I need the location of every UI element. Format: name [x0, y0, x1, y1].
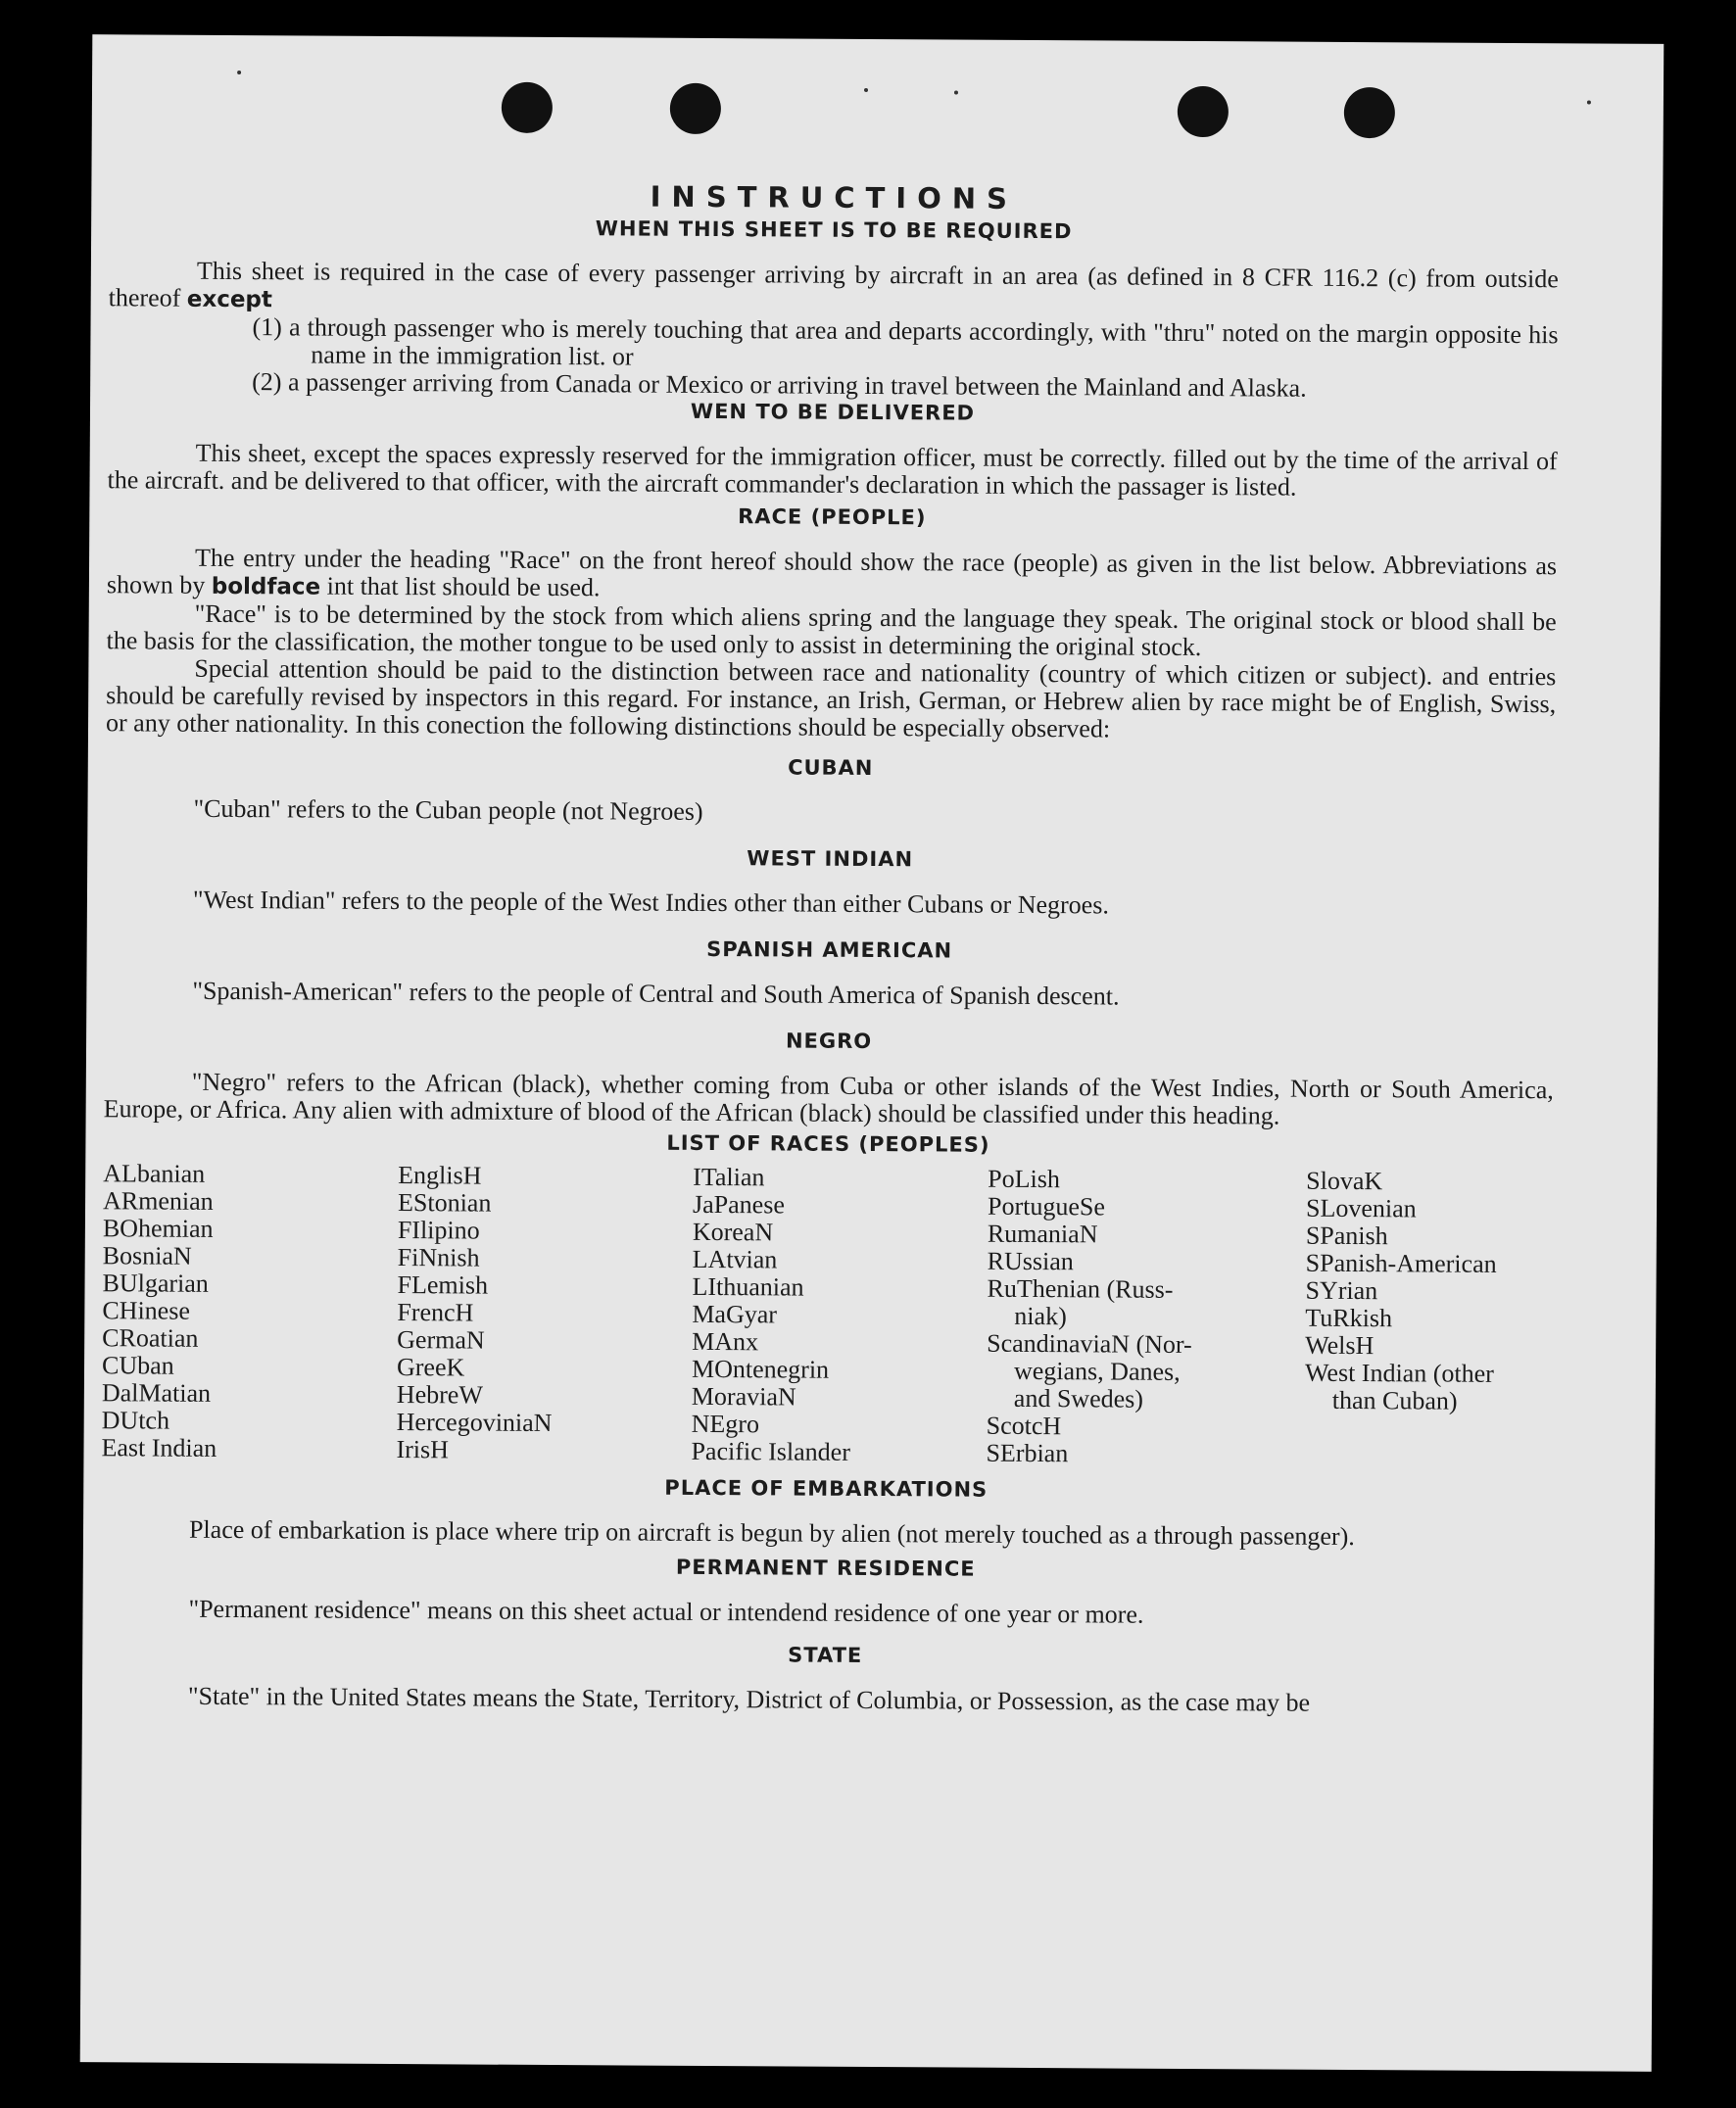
section-heading-cuban: CUBAN: [788, 755, 874, 781]
race-entry: RUssian: [987, 1246, 1074, 1276]
race-paragraph-2: "Race" is to be determined by the stock from which aliens spring and the language they speak. The original stock or blood shall be the basis for the classification, the mother tongue to be used only to assist in determining the original stock.: [106, 599, 1557, 662]
race-p1-text: The entry under the heading "Race" on the front hereof should show the race (people) as given in the list below. Abbreviations as shown by: [106, 543, 1558, 599]
race-entry: NEgro: [691, 1409, 760, 1439]
when-required-intro: [109, 257, 1559, 321]
race-entry: ITalian: [693, 1162, 765, 1192]
race-entry: ARmenian: [102, 1186, 214, 1216]
punch-hole: [1344, 87, 1395, 138]
race-entry: HercegoviniaN: [396, 1408, 553, 1438]
race-entry: MAnx: [692, 1326, 759, 1357]
race-entry: GreeK: [396, 1353, 465, 1382]
race-entry: CRoatian: [102, 1323, 199, 1353]
race-entry: DalMatian: [101, 1378, 212, 1408]
race-entry: FLemish: [397, 1270, 489, 1300]
race-entry: PoLish: [988, 1164, 1060, 1194]
delivered-text: This sheet, except the spaces expressly reserved for the immigration officer, must be correctly. filled out by the time of the arrival of the aircraft. and be delivered to that officer, with the aircraft commander's declaration in which the passager is listed.: [107, 438, 1558, 502]
race-entry: MaGyar: [692, 1299, 778, 1329]
intro-bold-text: except: [186, 286, 273, 313]
races-column: [101, 1160, 398, 1463]
document-title: INSTRUCTIONS: [650, 179, 1019, 216]
punch-hole: [502, 82, 553, 133]
race-entry: KoreaN: [692, 1217, 774, 1247]
section-heading-west-indian: WEST INDIAN: [747, 846, 914, 872]
race-entry: BosniaN: [102, 1241, 192, 1270]
exception-item-2: (2) a passenger arriving from Canada or Mexico or arriving in travel between the Mainland and Alaska.: [252, 367, 1307, 403]
west-indian-text: "West Indian" refers to the people of the West Indies other than either Cubans or Negroes.: [192, 885, 1109, 920]
section-heading-spanish-american: SPANISH AMERICAN: [706, 936, 953, 963]
race-entry: HebreW: [396, 1380, 484, 1410]
document-page: [80, 34, 1664, 2072]
race-entry: West Indian (other: [1304, 1358, 1494, 1388]
race-entry: RuThenian (Russ-: [987, 1273, 1174, 1304]
race-entry: SlovaK: [1306, 1166, 1383, 1196]
section-heading-negro: NEGRO: [785, 1029, 873, 1054]
race-entry: PortugueSe: [987, 1191, 1106, 1222]
race-entry: CUban: [101, 1351, 174, 1380]
section-heading-embarkation: PLACE OF EMBARKATIONS: [664, 1475, 989, 1502]
embarkation-text: Place of embarkation is place where trip on aircraft is begun by alien (not merely touched as a through passenger).: [188, 1514, 1355, 1552]
cuban-text: "Cuban" refers to the Cuban people (not Negroes): [193, 793, 703, 826]
intro-text: This sheet is required in the case of every passenger arriving by aircraft in an area (as defined in 8 CFR 116.2 (c) from outside thereof: [108, 256, 1559, 312]
race-entry: FIlipino: [397, 1216, 480, 1245]
race-paragraph-1: [107, 544, 1557, 608]
spanish-american-text: "Spanish-American" refers to the people of Central and South America of Spanish descent.: [192, 976, 1120, 1011]
section-heading-state: STATE: [788, 1643, 863, 1667]
race-entry: SLovenian: [1305, 1193, 1417, 1223]
section-heading-delivered: WEN TO BE DELIVERED: [690, 399, 976, 425]
state-text: "State" in the United States means the State, Territory, District of Columbia, or Possession, as the case may be: [187, 1681, 1311, 1717]
race-entry: SErbian: [986, 1438, 1069, 1468]
race-entry: SPanish: [1305, 1221, 1388, 1251]
races-column: [691, 1164, 988, 1467]
race-entry: and Swedes): [1013, 1383, 1144, 1413]
section-heading-residence: PERMANENT RESIDENCE: [675, 1555, 976, 1581]
paper-speck: [864, 88, 868, 92]
document-body: [100, 179, 1560, 1718]
race-entry: Pacific Islander: [691, 1436, 851, 1466]
races-column: [986, 1166, 1306, 1469]
race-entry: ALbanian: [103, 1159, 206, 1188]
punch-hole: [1178, 86, 1229, 137]
negro-text: "Negro" refers to the African (black), whether coming from Cuba or other islands of the West Indies, North or South America, Europe, or Africa. Any alien with admixture of blood of the African (black) should be classified under this heading.: [103, 1067, 1554, 1130]
race-entry: EStonian: [397, 1188, 492, 1218]
races-column: [396, 1162, 693, 1465]
race-entry: BUlgarian: [102, 1269, 209, 1298]
race-entry: FiNnish: [397, 1243, 480, 1272]
section-heading-race: RACE (PEOPLE): [738, 504, 927, 530]
race-entry: wegians, Danes,: [1013, 1356, 1181, 1386]
race-entry: FrencH: [397, 1298, 474, 1327]
exception-item-1: (1) a through passenger who is merely touching that area and departs accordingly, with "thru" noted on the margin opposite his name in the immigration list. or: [252, 312, 1559, 371]
race-entry: MoraviaN: [691, 1381, 796, 1412]
paper-speck: [954, 90, 958, 94]
race-entry: BOhemian: [102, 1214, 214, 1243]
race-p1-bold-text: boldface: [211, 573, 321, 600]
race-entry: JaPanese: [692, 1189, 785, 1220]
section-heading-list-of-races: LIST OF RACES (PEOPLES): [666, 1130, 990, 1157]
paper-speck: [1587, 100, 1591, 104]
punch-hole: [670, 83, 721, 134]
race-entry: EnglisH: [398, 1161, 482, 1190]
race-entry: MOntenegrin: [691, 1354, 830, 1384]
races-list: [101, 1160, 1553, 1470]
race-entry: than Cuban): [1331, 1385, 1458, 1415]
section-heading-when-required: WHEN THIS SHEET IS TO BE REQUIRED: [595, 216, 1073, 244]
race-entry: SYrian: [1305, 1275, 1378, 1306]
race-entry: LIthuanian: [692, 1271, 804, 1302]
race-entry: ScandinaviaN (Nor-: [987, 1328, 1192, 1360]
race-paragraph-3: Special attention should be paid to the distinction between race and nationality (country of which citizen or subject). and entries should be carefully revised by inspectors in this regard. For instance, an Irish, German, or Hebrew alien by race might be of English, Swiss, or any other nationality. In this conection the following distinctions should be especially observed:: [105, 653, 1557, 743]
race-entry: niak): [1014, 1301, 1067, 1331]
race-entry: East Indian: [101, 1433, 217, 1462]
race-entry: DUtch: [101, 1406, 170, 1435]
race-entry: TuRkish: [1305, 1303, 1393, 1333]
race-entry: RumaniaN: [987, 1219, 1098, 1249]
races-column: [1304, 1168, 1561, 1471]
race-entry: GermaN: [397, 1325, 485, 1355]
race-entry: WelsH: [1305, 1330, 1374, 1361]
residence-text: "Permanent residence" means on this sheet actual or intendend residence of one year or more.: [188, 1594, 1144, 1629]
race-entry: ScotcH: [986, 1411, 1062, 1441]
race-entry: SPanish-American: [1305, 1248, 1497, 1278]
race-entry: IrisH: [396, 1435, 450, 1464]
race-p1-text-end: int that list should be used.: [326, 571, 601, 602]
race-entry: LAtvian: [692, 1244, 778, 1274]
race-entry: CHinese: [102, 1296, 191, 1325]
paper-speck: [237, 71, 241, 74]
